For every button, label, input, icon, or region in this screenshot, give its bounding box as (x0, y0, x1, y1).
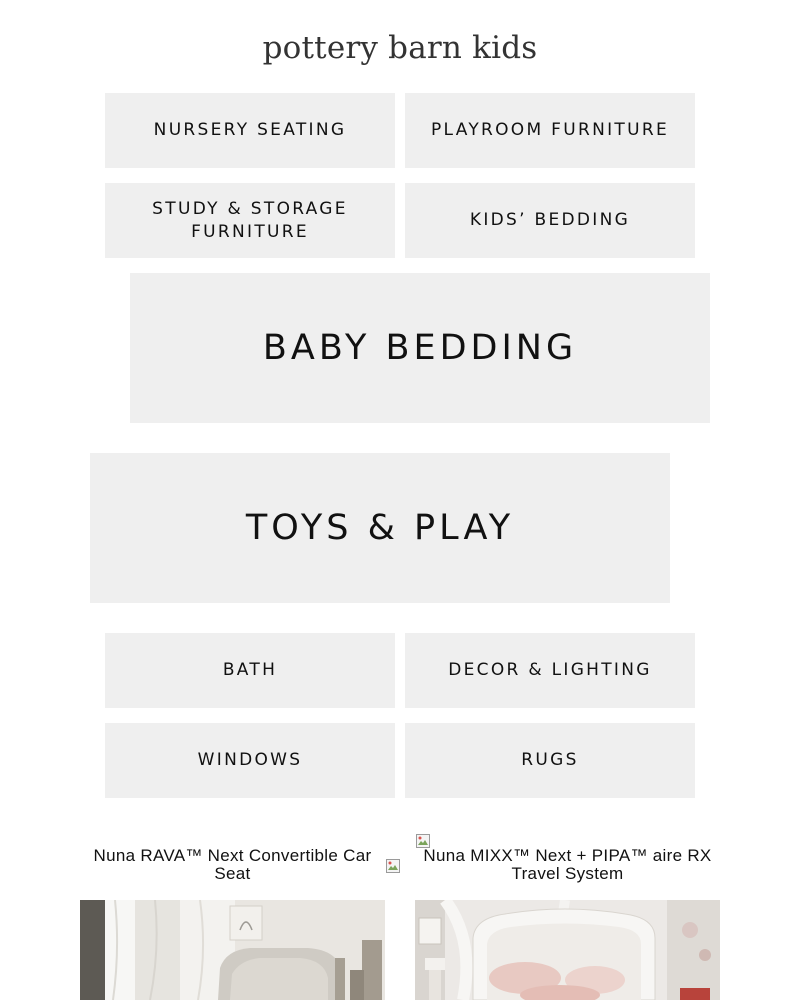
category-label: BATH (222, 660, 278, 680)
category-playroom-furniture[interactable] (405, 93, 695, 168)
brand-logo[interactable]: pottery barn kids (262, 30, 538, 66)
category-toys-play[interactable] (90, 453, 670, 603)
category-label: DECOR & LIGHTING (448, 660, 652, 680)
category-bath[interactable] (105, 633, 395, 708)
product-title-car-seat[interactable]: Nuna RAVA™ Next Convertible Car Seat (93, 846, 372, 883)
category-nursery-seating[interactable] (105, 93, 395, 168)
category-label: TOYS & PLAY (245, 508, 515, 548)
category-rugs[interactable] (405, 723, 695, 798)
category-label: STUDY & STORAGE FURNITURE (152, 198, 348, 242)
category-label: NURSERY SEATING (153, 120, 347, 140)
category-windows[interactable] (105, 723, 395, 798)
category-label: WINDOWS (197, 750, 303, 770)
product-image-travel-system[interactable] (415, 900, 720, 1000)
category-label: PLAYROOM FURNITURE (431, 120, 669, 140)
category-decor-lighting[interactable] (405, 633, 695, 708)
category-study-storage-furniture[interactable] (105, 183, 395, 258)
category-baby-bedding[interactable] (130, 273, 710, 423)
broken-image-icon (385, 858, 401, 874)
category-label: RUGS (521, 750, 579, 770)
product-title-travel-system[interactable]: Nuna MIXX™ Next + PIPA™ aire RX Travel System (423, 846, 712, 883)
category-label: KIDS’ BEDDING (469, 210, 631, 230)
product-image-car-seat[interactable] (80, 900, 385, 1000)
category-label: BABY BEDDING (262, 328, 578, 368)
category-kids-bedding[interactable] (405, 183, 695, 258)
